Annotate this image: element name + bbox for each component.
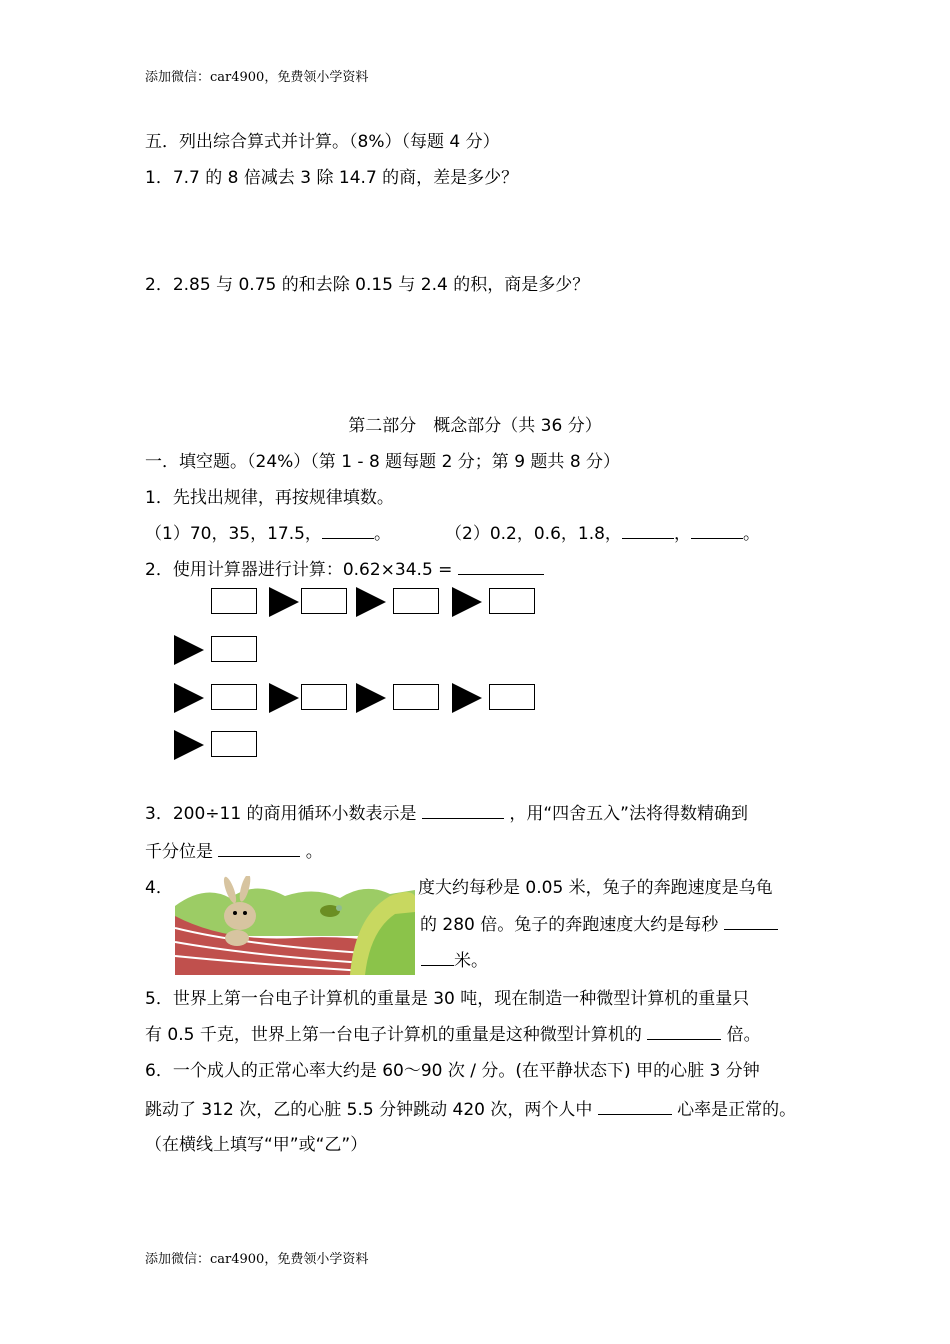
arrow-icon	[356, 683, 386, 713]
calculator-key-box[interactable]	[301, 684, 347, 710]
calculator-key-box[interactable]	[489, 588, 535, 614]
question-3-end: 。	[300, 842, 323, 862]
question-5-text-2: 有 0.5 千克，世界上第一台电子计算机的重量是这种微型计算机的	[145, 1025, 648, 1045]
arrow-icon	[174, 683, 204, 713]
question-1a	[145, 519, 391, 544]
question-3-text: 3．200÷11 的商用循环小数表示是	[145, 804, 422, 824]
question-5-end: 倍。	[721, 1025, 761, 1045]
question-1b	[445, 519, 760, 544]
question-1: 1．先找出规律，再按规律填数。	[145, 488, 394, 508]
question-6-text-2: 跳动了 312 次，乙的心脏 5.5 分钟跳动 420 次，两个人中	[145, 1100, 598, 1120]
calculator-key-box[interactable]	[211, 588, 257, 614]
calculator-key-box[interactable]	[393, 588, 439, 614]
answer-blank[interactable]	[322, 521, 374, 539]
calculator-key-box[interactable]	[211, 731, 257, 757]
question-4-line-2	[420, 910, 778, 935]
section-5-title: 五．列出综合算式并计算。（8%）（每题 4 分）	[145, 132, 500, 152]
question-2-text: 2．使用计算器进行计算：0.62×34.5 =	[145, 560, 458, 580]
answer-blank[interactable]	[458, 557, 544, 575]
question-3-line-2	[145, 837, 323, 862]
calculator-key-box[interactable]	[211, 684, 257, 710]
answer-blank[interactable]	[691, 521, 743, 539]
arrow-icon	[269, 587, 299, 617]
question-3-text-cont: ，用“四舍五入”法将得数精确到	[503, 804, 748, 824]
arrow-icon	[269, 683, 299, 713]
question-5-line-2	[145, 1020, 761, 1045]
rabbit-turtle-race-illustration	[175, 876, 415, 975]
question-4-number: 4．	[145, 878, 173, 898]
question-1a-end: 。	[373, 524, 391, 544]
question-1b-text: （2）0.2，0.6，1.8，	[445, 524, 622, 544]
arrow-icon	[452, 683, 482, 713]
question-4-end: 米。	[454, 951, 488, 971]
arrow-icon	[356, 587, 386, 617]
question-1a-text: （1）70，35，17.5，	[145, 524, 322, 544]
arrow-icon	[174, 635, 204, 665]
question-5-1: 1．7.7 的 8 倍减去 3 除 14.7 的商，差是多少？	[145, 168, 519, 188]
calculator-key-box[interactable]	[393, 684, 439, 710]
answer-blank[interactable]	[218, 839, 300, 857]
question-4-text-2: 的 280 倍。兔子的奔跑速度大约是每秒	[420, 915, 724, 935]
answer-blank[interactable]	[622, 521, 674, 539]
page-footer: 添加微信：car4900，免费领小学资料	[145, 1252, 369, 1267]
answer-blank[interactable]	[598, 1097, 672, 1115]
question-4-line-3	[421, 946, 488, 971]
question-2	[145, 555, 544, 580]
question-5-2: 2．2.85 与 0.75 的和去除 0.15 与 2.4 的积，商是多少？	[145, 275, 590, 295]
arrow-icon	[174, 730, 204, 760]
question-6-line-1: 6．一个成人的正常心率大约是 60～90 次 / 分。(在平静状态下) 甲的心脏 3 分钟	[145, 1061, 760, 1081]
answer-blank[interactable]	[421, 948, 454, 966]
calculator-key-box[interactable]	[211, 636, 257, 662]
question-3-line-1	[145, 799, 748, 824]
part-2-title: 第二部分 概念部分（共 36 分）	[348, 416, 602, 436]
question-3-text-2: 千分位是	[145, 842, 219, 862]
answer-blank[interactable]	[422, 801, 504, 819]
answer-blank[interactable]	[724, 912, 778, 930]
question-5-line-1: 5．世界上第一台电子计算机的重量是 30 吨，现在制造一种微型计算机的重量只	[145, 989, 750, 1009]
fill-blank-section-title: 一．填空题。（24%）（第 1 - 8 题每题 2 分；第 9 题共 8 分）	[145, 452, 621, 472]
page-header: 添加微信：car4900，免费领小学资料	[145, 70, 369, 85]
answer-blank[interactable]	[647, 1022, 721, 1040]
calculator-key-box[interactable]	[301, 588, 347, 614]
arrow-icon	[452, 587, 482, 617]
question-6-line-2	[145, 1095, 796, 1120]
question-1b-end: 。	[742, 524, 760, 544]
question-4-line-1: 度大约每秒是 0.05 米，兔子的奔跑速度是乌龟	[418, 878, 773, 898]
calculator-key-box[interactable]	[489, 684, 535, 710]
question-6-line-3: （在横线上填写“甲”或“乙”）	[145, 1135, 368, 1155]
question-6-end: 心率是正常的。	[671, 1100, 797, 1120]
question-1b-sep: ，	[673, 524, 691, 544]
